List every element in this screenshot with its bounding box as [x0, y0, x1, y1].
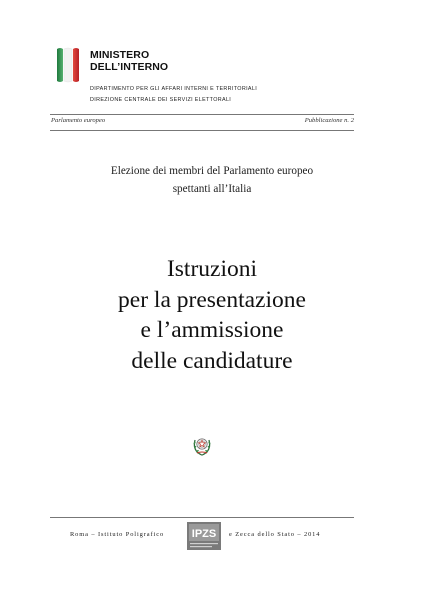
- footer-rule: [50, 517, 354, 518]
- series-rule: [50, 130, 354, 131]
- title-line4: delle candidature: [131, 347, 293, 374]
- footer-publisher-right: e Zecca dello Stato – 2014: [229, 531, 321, 538]
- document-title: [30, 254, 394, 376]
- directorate-name: DIREZIONE CENTRALE DEI SERVIZI ELETTORALI: [90, 97, 232, 103]
- publication-number: Pubblicazione n. 2: [304, 117, 354, 124]
- top-rule: [50, 114, 354, 115]
- title-line3: e l’ammissione: [140, 317, 284, 343]
- ministry-name: [90, 50, 168, 73]
- subtitle-line2: spettanti all’Italia: [172, 183, 252, 195]
- ministry-name-line1: MINISTERO: [90, 49, 150, 61]
- italian-republic-emblem-icon: [191, 432, 213, 456]
- subtitle-line1: Elezione dei membri del Parlamento europeo: [110, 165, 314, 177]
- department-name: DIPARTIMENTO PER GLI AFFARI INTERNI E TERRITORIALI: [90, 86, 258, 92]
- series-label: Parlamento europeo: [51, 117, 106, 124]
- italian-flag-logo: [55, 45, 81, 83]
- ministry-name-line2: DELL’INTERNO: [90, 60, 169, 73]
- title-line2: per la presentazione: [118, 286, 306, 313]
- title-line1: Istruzioni: [166, 256, 258, 282]
- ipzs-logo-text: IPZS: [191, 528, 217, 540]
- ipzs-logo-icon: [186, 521, 222, 551]
- document-subtitle: [40, 162, 384, 198]
- footer-publisher-left: Roma – Istituto Poligrafico: [70, 531, 165, 538]
